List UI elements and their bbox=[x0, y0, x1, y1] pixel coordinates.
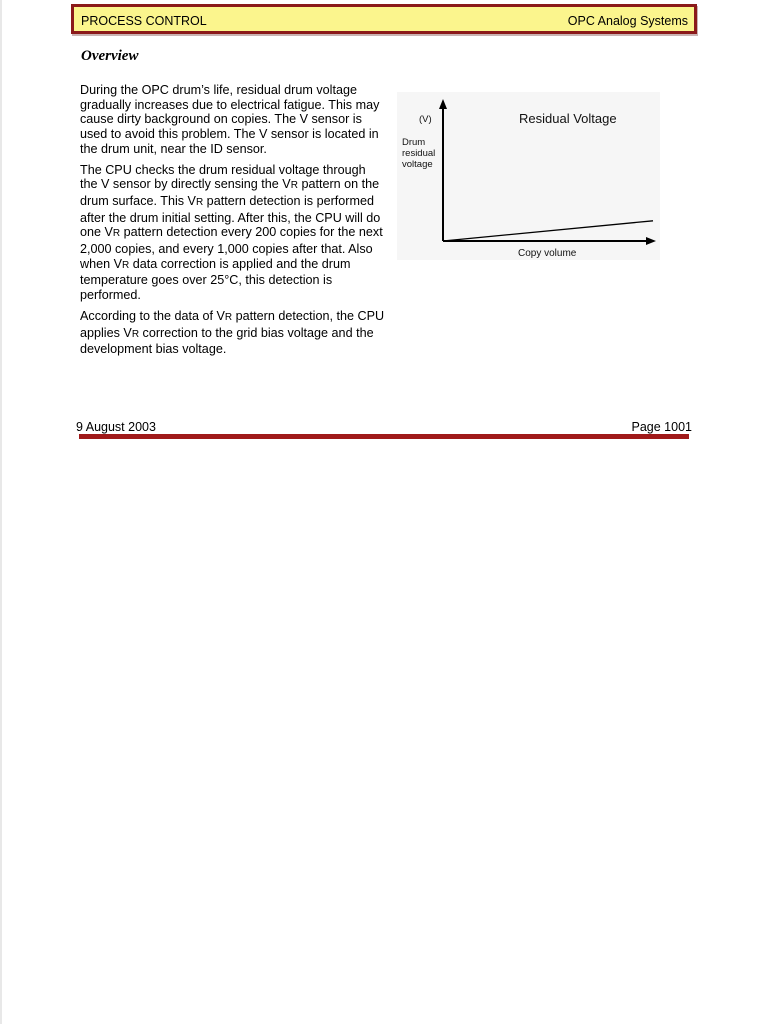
footer-page-number: Page 1001 bbox=[631, 420, 692, 434]
paragraph-2: The CPU checks the drum residual voltage through the V sensor by directly sensing the VR pattern on the drum surface. This VR pattern detection is performed after the drum initial setting. After this, the CPU will do one VR pattern detection every 200 copies for the next 2,000 copies, and every 1,000 copies after that. Also when VR data correction is applied and the drum temperature goes over 25°C, this detection is performed. bbox=[80, 162, 383, 303]
chart-x-label: Copy volume bbox=[518, 248, 577, 259]
page-edge bbox=[0, 0, 2, 1024]
chart-svg bbox=[397, 92, 660, 260]
chart-y-label-3: voltage bbox=[402, 159, 433, 170]
chart-title: Residual Voltage bbox=[519, 111, 617, 126]
paragraph-1: During the OPC drum’s life, residual drum voltage gradually increases due to electrical fatigue. This may cause dirty background on copies. The V sensor is used to avoid this problem. The V sensor is located in the drum unit, near the ID sensor. bbox=[80, 83, 380, 156]
paragraph-3: According to the data of VR pattern detection, the CPU applies VR correction to the grid bias voltage and the development bias voltage. bbox=[80, 308, 385, 357]
body-text bbox=[80, 83, 385, 363]
header-document-title: OPC Analog Systems bbox=[567, 14, 688, 28]
footer-date: 9 August 2003 bbox=[76, 420, 156, 434]
chart-y-label-1: Drum bbox=[402, 137, 426, 148]
chart-y-arrowhead bbox=[439, 99, 447, 109]
page-header bbox=[71, 4, 697, 34]
chart-y-label-2: residual bbox=[402, 148, 436, 159]
chart-y-unit: (V) bbox=[419, 114, 432, 125]
section-title: Overview bbox=[81, 48, 139, 64]
chart-series-line-0 bbox=[443, 221, 653, 241]
footer-rule bbox=[79, 434, 689, 439]
residual-voltage-chart bbox=[397, 92, 660, 260]
header-section-label: PROCESS CONTROL bbox=[81, 14, 207, 28]
chart-x-arrowhead bbox=[646, 237, 656, 245]
